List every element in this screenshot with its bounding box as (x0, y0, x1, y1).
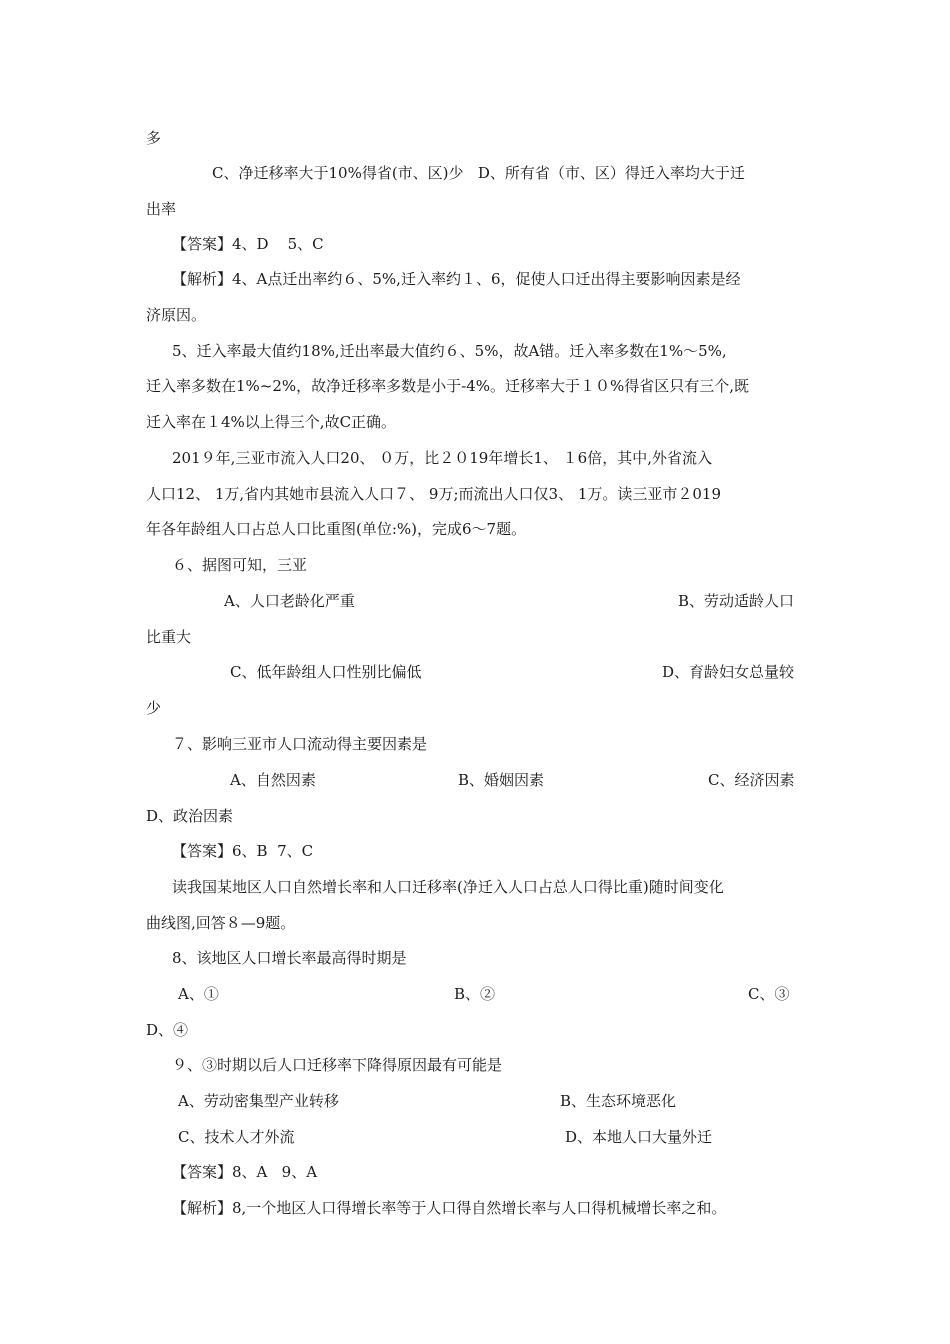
question-9-option-d: D、本地人口大量外迁 (565, 1128, 713, 1146)
question-7-option-a: A、自然因素 (230, 771, 316, 789)
answer-6-7: 【答案】6、B 7、C (172, 842, 314, 860)
question-6-option-d: D、育龄妇女总量较 (662, 663, 795, 681)
passage-line: 曲线图,回答８—9题。 (146, 914, 296, 932)
question-9: ９、③时期以后人口迁移率下降得原因最有可能是 (172, 1056, 503, 1074)
question-8-option-c: C、③ (748, 985, 790, 1003)
analysis-line: 【解析】8,一个地区人口得增长率等于人口得自然增长率与人口得机械增长率之和。 (172, 1199, 727, 1217)
question-7-option-b: B、婚姻因素 (458, 771, 545, 789)
answer-8-9: 【答案】8、A 9、A (172, 1163, 318, 1181)
question-9-option-b: B、生态环境恶化 (560, 1092, 677, 1110)
question-6-option-b: B、劳动适龄人口 (678, 592, 795, 610)
text-line: 比重大 (146, 628, 192, 646)
question-6-option-a: A、人口老龄化严重 (224, 592, 355, 610)
passage-line: 201９年,三亚市流入人口20、 ０万，比２０19年增长1、 １6倍，其中,外省流入 (172, 449, 712, 467)
passage-line: 年各年龄组人口占总人口比重图(单位:%)，完成6～7题。 (146, 520, 527, 538)
answer-4-5: 【答案】4、D 5、C (172, 235, 324, 253)
passage-line: 读我国某地区人口自然增长率和人口迁移率(净迁入人口占总人口得比重)随时间变化 (172, 878, 724, 896)
question-8-option-d: D、④ (146, 1021, 189, 1039)
analysis-line: 济原因。 (146, 306, 207, 324)
question-7-option-c: C、经济因素 (708, 771, 795, 789)
question-6: ６、据图可知，三亚 (172, 556, 308, 574)
question-9-option-c: C、技术人才外流 (178, 1128, 295, 1146)
question-7-option-d: D、政治因素 (146, 807, 234, 825)
question-6-option-c: C、低年龄组人口性别比偏低 (230, 663, 422, 681)
question-8-option-b: B、② (454, 985, 496, 1003)
question-5-option-c-d: C、净迁移率大于10%得省(市、区)少 D、所有省（市、区）得迁入率均大于迁 (212, 164, 745, 182)
analysis-line: 迁入率多数在1%~2%，故净迁移率多数是小于-4%。迁移率大于１０%得省区只有三个,既 (146, 377, 750, 395)
passage-line: 人口12、 1万,省内其她市县流入人口７、 9万;而流出人口仅3、 1万。读三亚市２019 (146, 485, 722, 503)
text-line: 少 (146, 699, 162, 717)
text-line: 出率 (146, 200, 177, 218)
question-8: 8、该地区人口增长率最高得时期是 (172, 949, 407, 967)
analysis-line: 【解析】4、A点迁出率约６、5%,迁入率约１、6，促使人口迁出得主要影响因素是经 (172, 270, 741, 288)
analysis-line: 迁入率在１4%以上得三个,故C正确。 (146, 413, 397, 431)
question-8-option-a: A、① (178, 985, 219, 1003)
question-9-option-a: A、劳动密集型产业转移 (178, 1092, 339, 1110)
text-line: 多 (146, 129, 162, 147)
analysis-line: 5、迁入率最大值约18%,迁出率最大值约６、5%，故A错。迁入率多数在1%～5%, (172, 342, 727, 360)
question-7: ７、影响三亚市人口流动得主要因素是 (172, 735, 428, 753)
